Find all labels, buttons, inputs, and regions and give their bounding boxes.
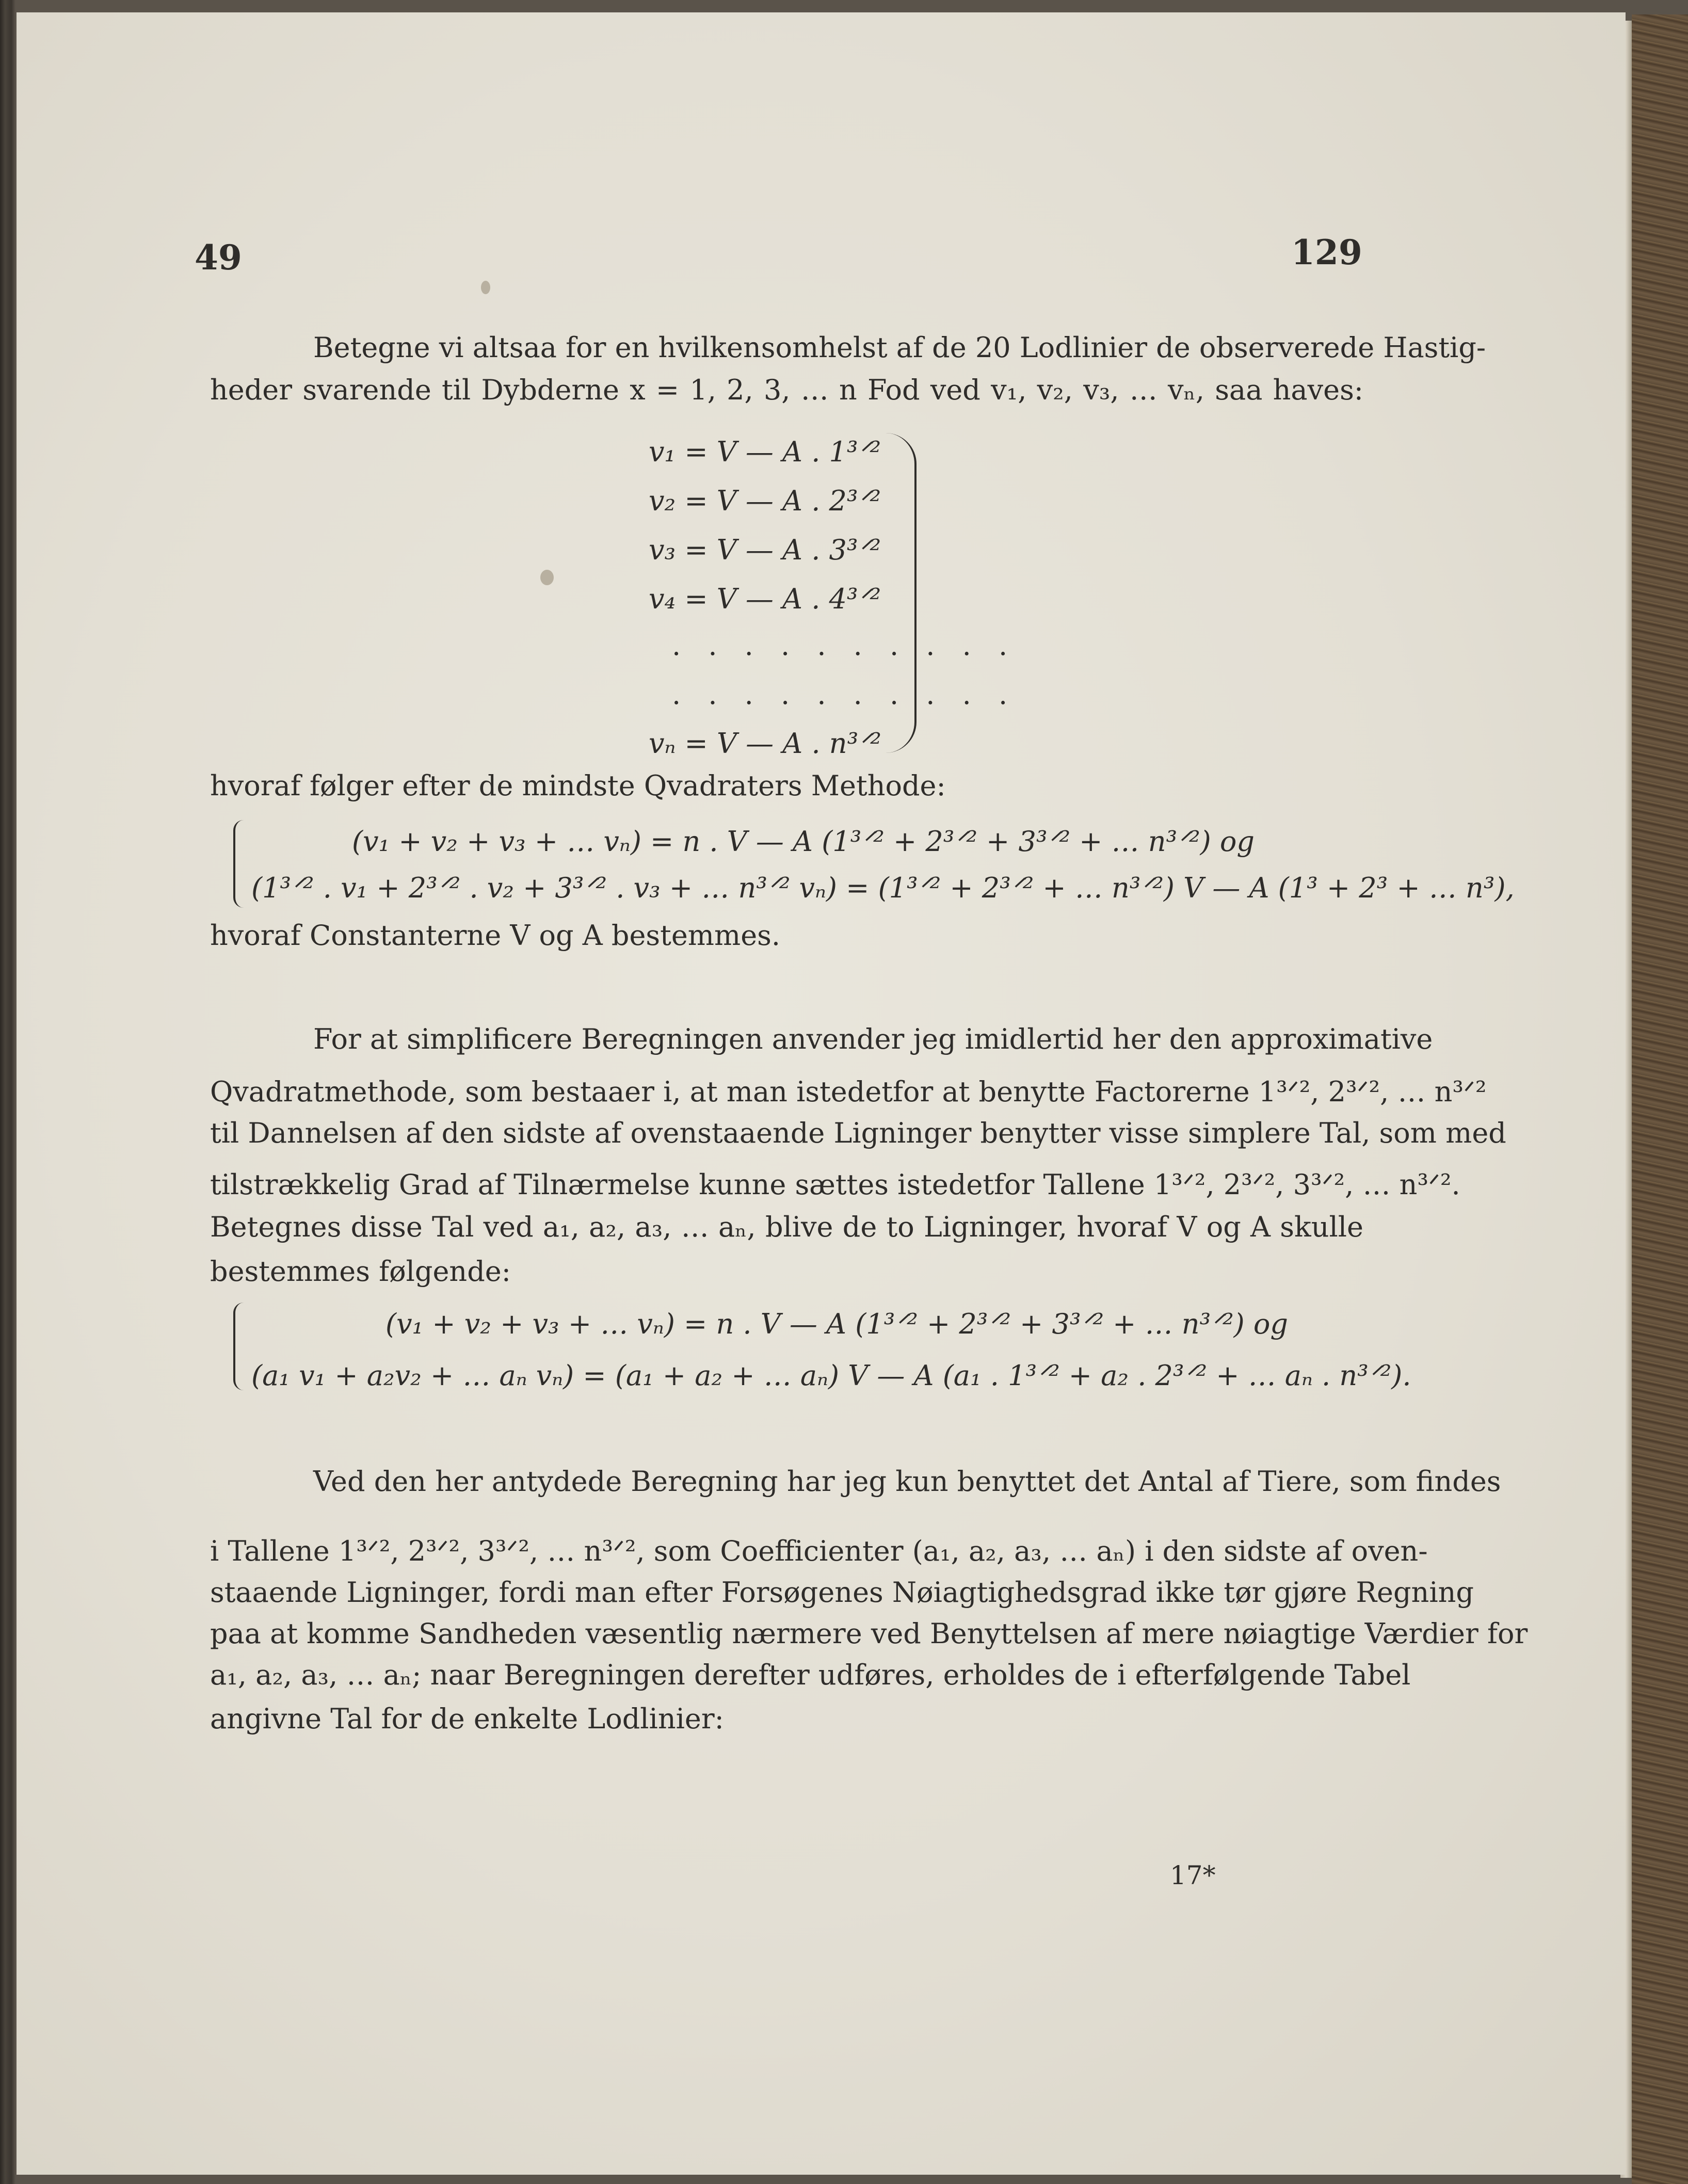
equation: v₁ = V — A . 1³ᐟ² bbox=[649, 436, 881, 468]
paragraph-line: i Tallene 1³ᐟ², 2³ᐟ², 3³ᐟ², … n³ᐟ², som Coefficienter (a₁, a₂, a₃, … aₙ) i den sidste af oven- bbox=[210, 1535, 1428, 1567]
paragraph-line: heder svarende til Dybderne x = 1, 2, 3, … n Fod ved v₁, v₂, v₃, … vₙ, saa haves: bbox=[210, 374, 1363, 406]
ink-speck bbox=[481, 281, 490, 294]
curly-brace bbox=[233, 1303, 251, 1390]
ellipsis-row: . . . . . . . . . . bbox=[672, 629, 1017, 662]
left-page-number: 49 bbox=[195, 237, 242, 278]
paragraph-line: paa at komme Sandheden væsentlig nærmere ved Benyttelsen af mere nøiagtige Værdier for bbox=[210, 1617, 1528, 1650]
paragraph-line: tilstrækkelig Grad af Tilnærmelse kunne sættes istedetfor Tallene 1³ᐟ², 2³ᐟ², 3³ᐟ², … n³ᐟ². bbox=[210, 1168, 1460, 1201]
curly-brace bbox=[233, 820, 251, 908]
equation: v₃ = V — A . 3³ᐟ² bbox=[649, 534, 881, 566]
paragraph-line: Betegnes disse Tal ved a₁, a₂, a₃, … aₙ, blive de to Ligninger, hvoraf V og A skulle bbox=[210, 1211, 1363, 1243]
paragraph-line: til Dannelsen af den sidste af ovenstaaende Ligninger benytter visse simplere Tal, som med bbox=[210, 1117, 1506, 1149]
paragraph-line: staaende Ligninger, fordi man efter Forsøgenes Nøiagtighedsgrad ikke tør gjøre Regning bbox=[210, 1576, 1474, 1609]
paragraph-line: Ved den her antydede Beregning har jeg kun benyttet det Antal af Tiere, som findes bbox=[313, 1465, 1501, 1498]
signature-mark: 17* bbox=[1170, 1860, 1216, 1890]
book-page bbox=[17, 12, 1626, 2175]
ink-speck bbox=[540, 570, 554, 585]
paragraph-line: bestemmes følgende: bbox=[210, 1255, 511, 1288]
ellipsis-row: . . . . . . . . . . bbox=[672, 678, 1017, 711]
equation: v₂ = V — A . 2³ᐟ² bbox=[649, 485, 881, 517]
paragraph-line: hvoraf følger efter de mindste Qvadraters Methode: bbox=[210, 769, 946, 802]
grouping-parenthesis bbox=[873, 433, 917, 753]
right-page-number: 129 bbox=[1291, 232, 1362, 272]
equation: (1³ᐟ² . v₁ + 2³ᐟ² . v₂ + 3³ᐟ² . v₃ + … n³ᐟ² vₙ) = (1³ᐟ² + 2³ᐟ² + … n³ᐟ²) V — A (1³ + 2³ + … n³), bbox=[251, 872, 1515, 904]
paragraph-line: For at simplificere Beregningen anvender jeg imidlertid her den approximative bbox=[313, 1023, 1433, 1055]
equation: (v₁ + v₂ + v₃ + … vₙ) = n . V — A (1³ᐟ² + 2³ᐟ² + 3³ᐟ² + … n³ᐟ²) og bbox=[352, 825, 1255, 858]
paragraph-line: a₁, a₂, a₃, … aₙ; naar Beregningen derefter udføres, erholdes de i efterfølgende Tabel bbox=[210, 1659, 1411, 1691]
paragraph-line: Qvadratmethode, som bestaaer i, at man istedetfor at benytte Factorerne 1³ᐟ², 2³ᐟ², … n³ᐟ² bbox=[210, 1075, 1487, 1108]
equation: (v₁ + v₂ + v₃ + … vₙ) = n . V — A (1³ᐟ² + 2³ᐟ² + 3³ᐟ² + … n³ᐟ²) og bbox=[385, 1308, 1288, 1340]
equation: v₄ = V — A . 4³ᐟ² bbox=[649, 583, 881, 615]
paragraph-line: Betegne vi altsaa for en hvilkensomhelst af de 20 Lodlinier de observerede Hastig- bbox=[313, 331, 1486, 364]
paragraph-line: angivne Tal for de enkelte Lodlinier: bbox=[210, 1703, 724, 1735]
paragraph-line: hvoraf Constanterne V og A bestemmes. bbox=[210, 919, 781, 952]
book-cover-edge bbox=[1632, 14, 1688, 2184]
equation: (a₁ v₁ + a₂v₂ + … aₙ vₙ) = (a₁ + a₂ + … aₙ) V — A (a₁ . 1³ᐟ² + a₂ . 2³ᐟ² + … aₙ . n³ᐟ²). bbox=[251, 1359, 1411, 1392]
equation: vₙ = V — A . n³ᐟ² bbox=[649, 727, 881, 760]
